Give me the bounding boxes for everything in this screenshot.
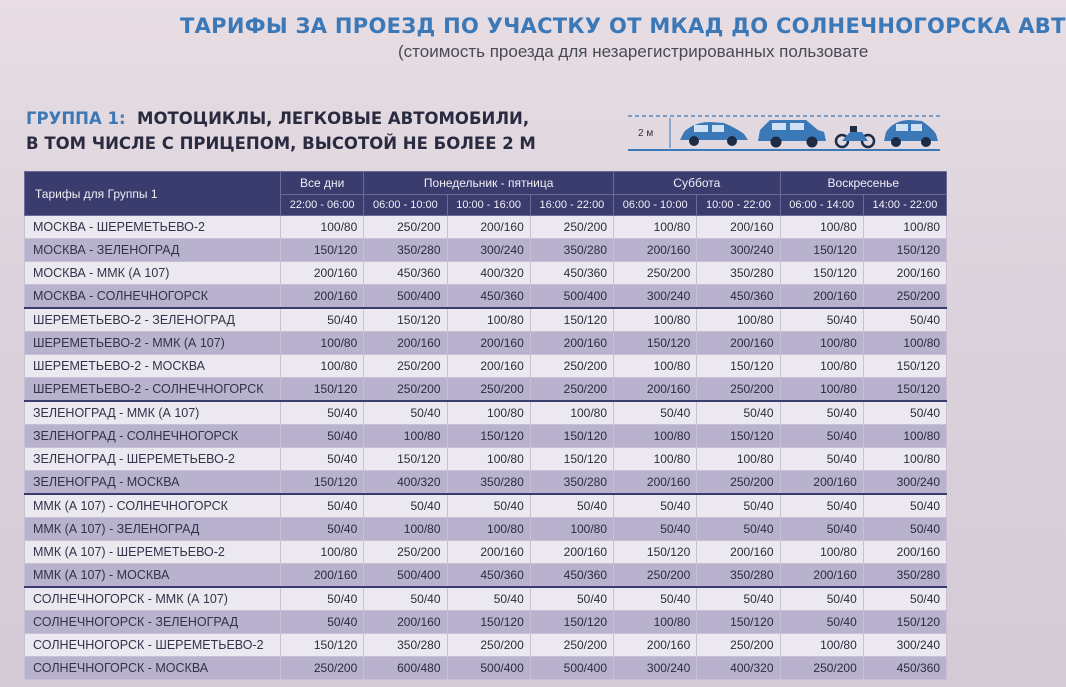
price-cell: 50/40 [364,401,447,425]
route-cell: ШЕРЕМЕТЬЕВО-2 - СОЛНЕЧНОГОРСК [25,378,281,402]
price-cell: 100/80 [863,425,946,448]
route-cell: МОСКВА - СОЛНЕЧНОГОРСК [25,285,281,309]
price-cell: 500/400 [447,657,530,680]
price-cell: 400/320 [697,657,780,680]
price-cell: 50/40 [697,587,780,611]
price-cell: 100/80 [780,634,863,657]
price-cell: 150/120 [697,611,780,634]
price-cell: 50/40 [780,518,863,541]
price-cell: 50/40 [863,401,946,425]
price-cell: 250/200 [697,634,780,657]
table-row [25,355,947,378]
motorcycle-icon [836,126,874,147]
route-cell: ЗЕЛЕНОГРАД - ШЕРЕМЕТЬЕВО-2 [25,448,281,471]
price-cell: 350/280 [364,634,447,657]
price-cell: 150/120 [530,611,613,634]
height-mark: 2 м [638,128,654,139]
price-cell: 50/40 [364,494,447,518]
price-cell: 250/200 [364,216,447,239]
header-time-slot: 10:00 - 16:00 [447,195,530,216]
route-cell: ШЕРЕМЕТЬЕВО-2 - МОСКВА [25,355,281,378]
price-cell: 200/160 [364,611,447,634]
price-cell: 50/40 [863,494,946,518]
price-cell: 150/120 [863,611,946,634]
price-cell: 100/80 [364,518,447,541]
price-cell: 300/240 [863,634,946,657]
price-cell: 150/120 [863,239,946,262]
price-cell: 100/80 [614,308,697,332]
price-cell: 50/40 [530,494,613,518]
table-row [25,378,947,402]
price-cell: 350/280 [863,564,946,588]
price-cell: 150/120 [863,355,946,378]
table-row [25,494,947,518]
table-row [25,239,947,262]
price-cell: 100/80 [697,448,780,471]
price-cell: 50/40 [780,308,863,332]
route-cell: ЗЕЛЕНОГРАД - МОСКВА [25,471,281,495]
price-cell: 250/200 [530,378,613,402]
price-cell: 150/120 [697,355,780,378]
header-time-slot: 06:00 - 10:00 [614,195,697,216]
table-row [25,564,947,588]
price-cell: 350/280 [697,564,780,588]
price-cell: 200/160 [530,541,613,564]
price-cell: 50/40 [614,401,697,425]
price-cell: 50/40 [447,587,530,611]
price-cell: 100/80 [281,216,364,239]
price-cell: 350/280 [530,471,613,495]
price-cell: 50/40 [530,587,613,611]
price-cell: 100/80 [281,541,364,564]
price-cell: 100/80 [447,308,530,332]
price-cell: 150/120 [364,448,447,471]
price-cell: 200/160 [364,332,447,355]
price-cell: 150/120 [614,541,697,564]
price-cell: 250/200 [364,378,447,402]
price-cell: 50/40 [281,401,364,425]
price-cell: 500/400 [364,564,447,588]
price-cell: 250/200 [364,541,447,564]
price-cell: 250/200 [614,564,697,588]
route-cell: СОЛНЕЧНОГОРСК - МОСКВА [25,657,281,680]
price-cell: 200/160 [281,564,364,588]
price-cell: 500/400 [530,657,613,680]
price-cell: 250/200 [614,262,697,285]
table-row [25,216,947,239]
price-cell: 50/40 [863,308,946,332]
price-cell: 100/80 [447,401,530,425]
price-cell: 500/400 [530,285,613,309]
price-cell: 50/40 [697,494,780,518]
price-cell: 100/80 [530,518,613,541]
price-cell: 50/40 [281,518,364,541]
price-cell: 100/80 [863,448,946,471]
price-cell: 50/40 [281,425,364,448]
price-cell: 350/280 [697,262,780,285]
price-cell: 250/200 [697,471,780,495]
vehicle-pictograms [628,110,940,152]
price-cell: 100/80 [863,332,946,355]
route-cell: ММК (А 107) - ЗЕЛЕНОГРАД [25,518,281,541]
price-cell: 250/200 [364,355,447,378]
price-cell: 450/360 [530,262,613,285]
price-cell: 50/40 [614,518,697,541]
route-cell: СОЛНЕЧНОГОРСК - ЗЕЛЕНОГРАД [25,611,281,634]
header-saturday: Суббота [614,172,781,195]
price-cell: 100/80 [697,308,780,332]
price-cell: 100/80 [780,355,863,378]
price-cell: 300/240 [614,285,697,309]
route-cell: СОЛНЕЧНОГОРСК - ШЕРЕМЕТЬЕВО-2 [25,634,281,657]
price-cell: 150/120 [281,378,364,402]
header-time-slot: 16:00 - 22:00 [530,195,613,216]
price-cell: 100/80 [530,401,613,425]
price-cell: 250/200 [447,378,530,402]
table-row [25,308,947,332]
price-cell: 300/240 [697,239,780,262]
suv-icon [758,120,826,148]
table-row [25,332,947,355]
table-title: Тарифы для Группы 1 [25,172,281,216]
header-weekdays: Понедельник - пятница [364,172,614,195]
price-cell: 50/40 [281,587,364,611]
group-line-1: МОТОЦИКЛЫ, ЛЕГКОВЫЕ АВТОМОБИЛИ, [137,109,530,128]
group-line-2: В ТОМ ЧИСЛЕ С ПРИЦЕПОМ, ВЫСОТОЙ НЕ БОЛЕЕ 2 М [26,134,536,153]
price-cell: 250/200 [697,378,780,402]
price-cell: 350/280 [364,239,447,262]
price-cell: 300/240 [614,657,697,680]
price-cell: 100/80 [614,425,697,448]
price-cell: 100/80 [780,332,863,355]
table-row [25,657,947,680]
price-cell: 100/80 [614,611,697,634]
group-heading [26,106,536,156]
price-cell: 200/160 [697,541,780,564]
header-time-slot: 10:00 - 22:00 [697,195,780,216]
table-row [25,541,947,564]
header-sunday: Воскресенье [780,172,947,195]
price-cell: 250/200 [281,657,364,680]
page-subtitle: (стоимость проезда для незарегистрированных пользовате [398,42,869,61]
price-cell: 300/240 [447,239,530,262]
table-row [25,262,947,285]
hatchback-icon [884,120,938,147]
price-cell: 100/80 [281,355,364,378]
price-cell: 250/200 [530,634,613,657]
price-cell: 200/160 [530,332,613,355]
tariff-table [24,171,947,680]
price-cell: 250/200 [780,657,863,680]
price-cell: 200/160 [614,471,697,495]
price-cell: 100/80 [447,448,530,471]
price-cell: 300/240 [863,471,946,495]
price-cell: 350/280 [447,471,530,495]
price-cell: 100/80 [364,425,447,448]
price-cell: 100/80 [780,378,863,402]
price-cell: 50/40 [281,611,364,634]
route-cell: МОСКВА - ММК (А 107) [25,262,281,285]
price-cell: 150/120 [780,239,863,262]
price-cell: 50/40 [614,494,697,518]
route-cell: СОЛНЕЧНОГОРСК - ММК (А 107) [25,587,281,611]
price-cell: 150/120 [281,239,364,262]
price-cell: 450/360 [447,564,530,588]
route-cell: ЗЕЛЕНОГРАД - ММК (А 107) [25,401,281,425]
price-cell: 200/160 [614,634,697,657]
price-cell: 400/320 [447,262,530,285]
header-time-slot: 06:00 - 10:00 [364,195,447,216]
table-row [25,611,947,634]
price-cell: 150/120 [281,471,364,495]
header-time-slot: 22:00 - 06:00 [281,195,364,216]
route-cell: МОСКВА - ШЕРЕМЕТЬЕВО-2 [25,216,281,239]
price-cell: 400/320 [364,471,447,495]
header-time-slot: 06:00 - 14:00 [780,195,863,216]
price-cell: 100/80 [614,216,697,239]
price-cell: 250/200 [530,216,613,239]
price-cell: 250/200 [447,634,530,657]
page-title: ТАРИФЫ ЗА ПРОЕЗД ПО УЧАСТКУ ОТ МКАД ДО СОЛНЕЧНОГОРСКА АВТ [180,14,1066,38]
table-row [25,401,947,425]
table-row [25,471,947,495]
price-cell: 150/120 [530,448,613,471]
price-cell: 50/40 [281,448,364,471]
price-cell: 150/120 [863,378,946,402]
price-cell: 450/360 [364,262,447,285]
price-cell: 200/160 [780,285,863,309]
price-cell: 50/40 [780,425,863,448]
route-cell: ММК (А 107) - МОСКВА [25,564,281,588]
price-cell: 450/360 [863,657,946,680]
price-cell: 50/40 [614,587,697,611]
route-cell: МОСКВА - ЗЕЛЕНОГРАД [25,239,281,262]
price-cell: 100/80 [614,448,697,471]
price-cell: 450/360 [697,285,780,309]
price-cell: 50/40 [364,587,447,611]
price-cell: 50/40 [281,494,364,518]
price-cell: 150/120 [530,308,613,332]
price-cell: 150/120 [447,425,530,448]
price-cell: 150/120 [614,332,697,355]
group-label: ГРУППА 1: [26,109,126,128]
route-cell: ММК (А 107) - СОЛНЕЧНОГОРСК [25,494,281,518]
price-cell: 150/120 [364,308,447,332]
price-cell: 250/200 [530,355,613,378]
price-cell: 100/80 [614,355,697,378]
price-cell: 50/40 [780,494,863,518]
price-cell: 150/120 [281,634,364,657]
price-cell: 200/160 [281,285,364,309]
price-cell: 350/280 [530,239,613,262]
table-row [25,518,947,541]
price-cell: 200/160 [281,262,364,285]
price-cell: 200/160 [863,541,946,564]
header-time-slot: 14:00 - 22:00 [863,195,946,216]
header-all-days: Все дни [281,172,364,195]
car-icon [680,122,748,146]
price-cell: 500/400 [364,285,447,309]
price-cell: 50/40 [697,401,780,425]
price-cell: 100/80 [863,216,946,239]
price-cell: 200/160 [447,332,530,355]
price-cell: 150/120 [697,425,780,448]
table-row [25,425,947,448]
price-cell: 450/360 [447,285,530,309]
price-cell: 50/40 [697,518,780,541]
price-cell: 200/160 [780,471,863,495]
price-cell: 200/160 [447,216,530,239]
route-cell: ШЕРЕМЕТЬЕВО-2 - ЗЕЛЕНОГРАД [25,308,281,332]
price-cell: 50/40 [780,587,863,611]
table-row [25,448,947,471]
price-cell: 50/40 [863,518,946,541]
price-cell: 100/80 [780,541,863,564]
route-cell: ММК (А 107) - ШЕРЕМЕТЬЕВО-2 [25,541,281,564]
price-cell: 450/360 [530,564,613,588]
price-cell: 200/160 [614,239,697,262]
table-row [25,285,947,309]
price-cell: 150/120 [447,611,530,634]
price-cell: 200/160 [614,378,697,402]
price-cell: 200/160 [447,541,530,564]
price-cell: 200/160 [697,216,780,239]
price-cell: 250/200 [863,285,946,309]
price-cell: 50/40 [780,611,863,634]
price-cell: 50/40 [863,587,946,611]
table-row [25,634,947,657]
price-cell: 100/80 [447,518,530,541]
route-cell: ШЕРЕМЕТЬЕВО-2 - ММК (А 107) [25,332,281,355]
route-cell: ЗЕЛЕНОГРАД - СОЛНЕЧНОГОРСК [25,425,281,448]
price-cell: 50/40 [447,494,530,518]
price-cell: 600/480 [364,657,447,680]
price-cell: 200/160 [697,332,780,355]
table-row [25,587,947,611]
price-cell: 50/40 [281,308,364,332]
price-cell: 100/80 [780,216,863,239]
price-cell: 150/120 [780,262,863,285]
price-cell: 50/40 [780,448,863,471]
price-cell: 100/80 [281,332,364,355]
price-cell: 200/160 [780,564,863,588]
price-cell: 150/120 [530,425,613,448]
price-cell: 50/40 [780,401,863,425]
price-cell: 200/160 [447,355,530,378]
price-cell: 200/160 [863,262,946,285]
